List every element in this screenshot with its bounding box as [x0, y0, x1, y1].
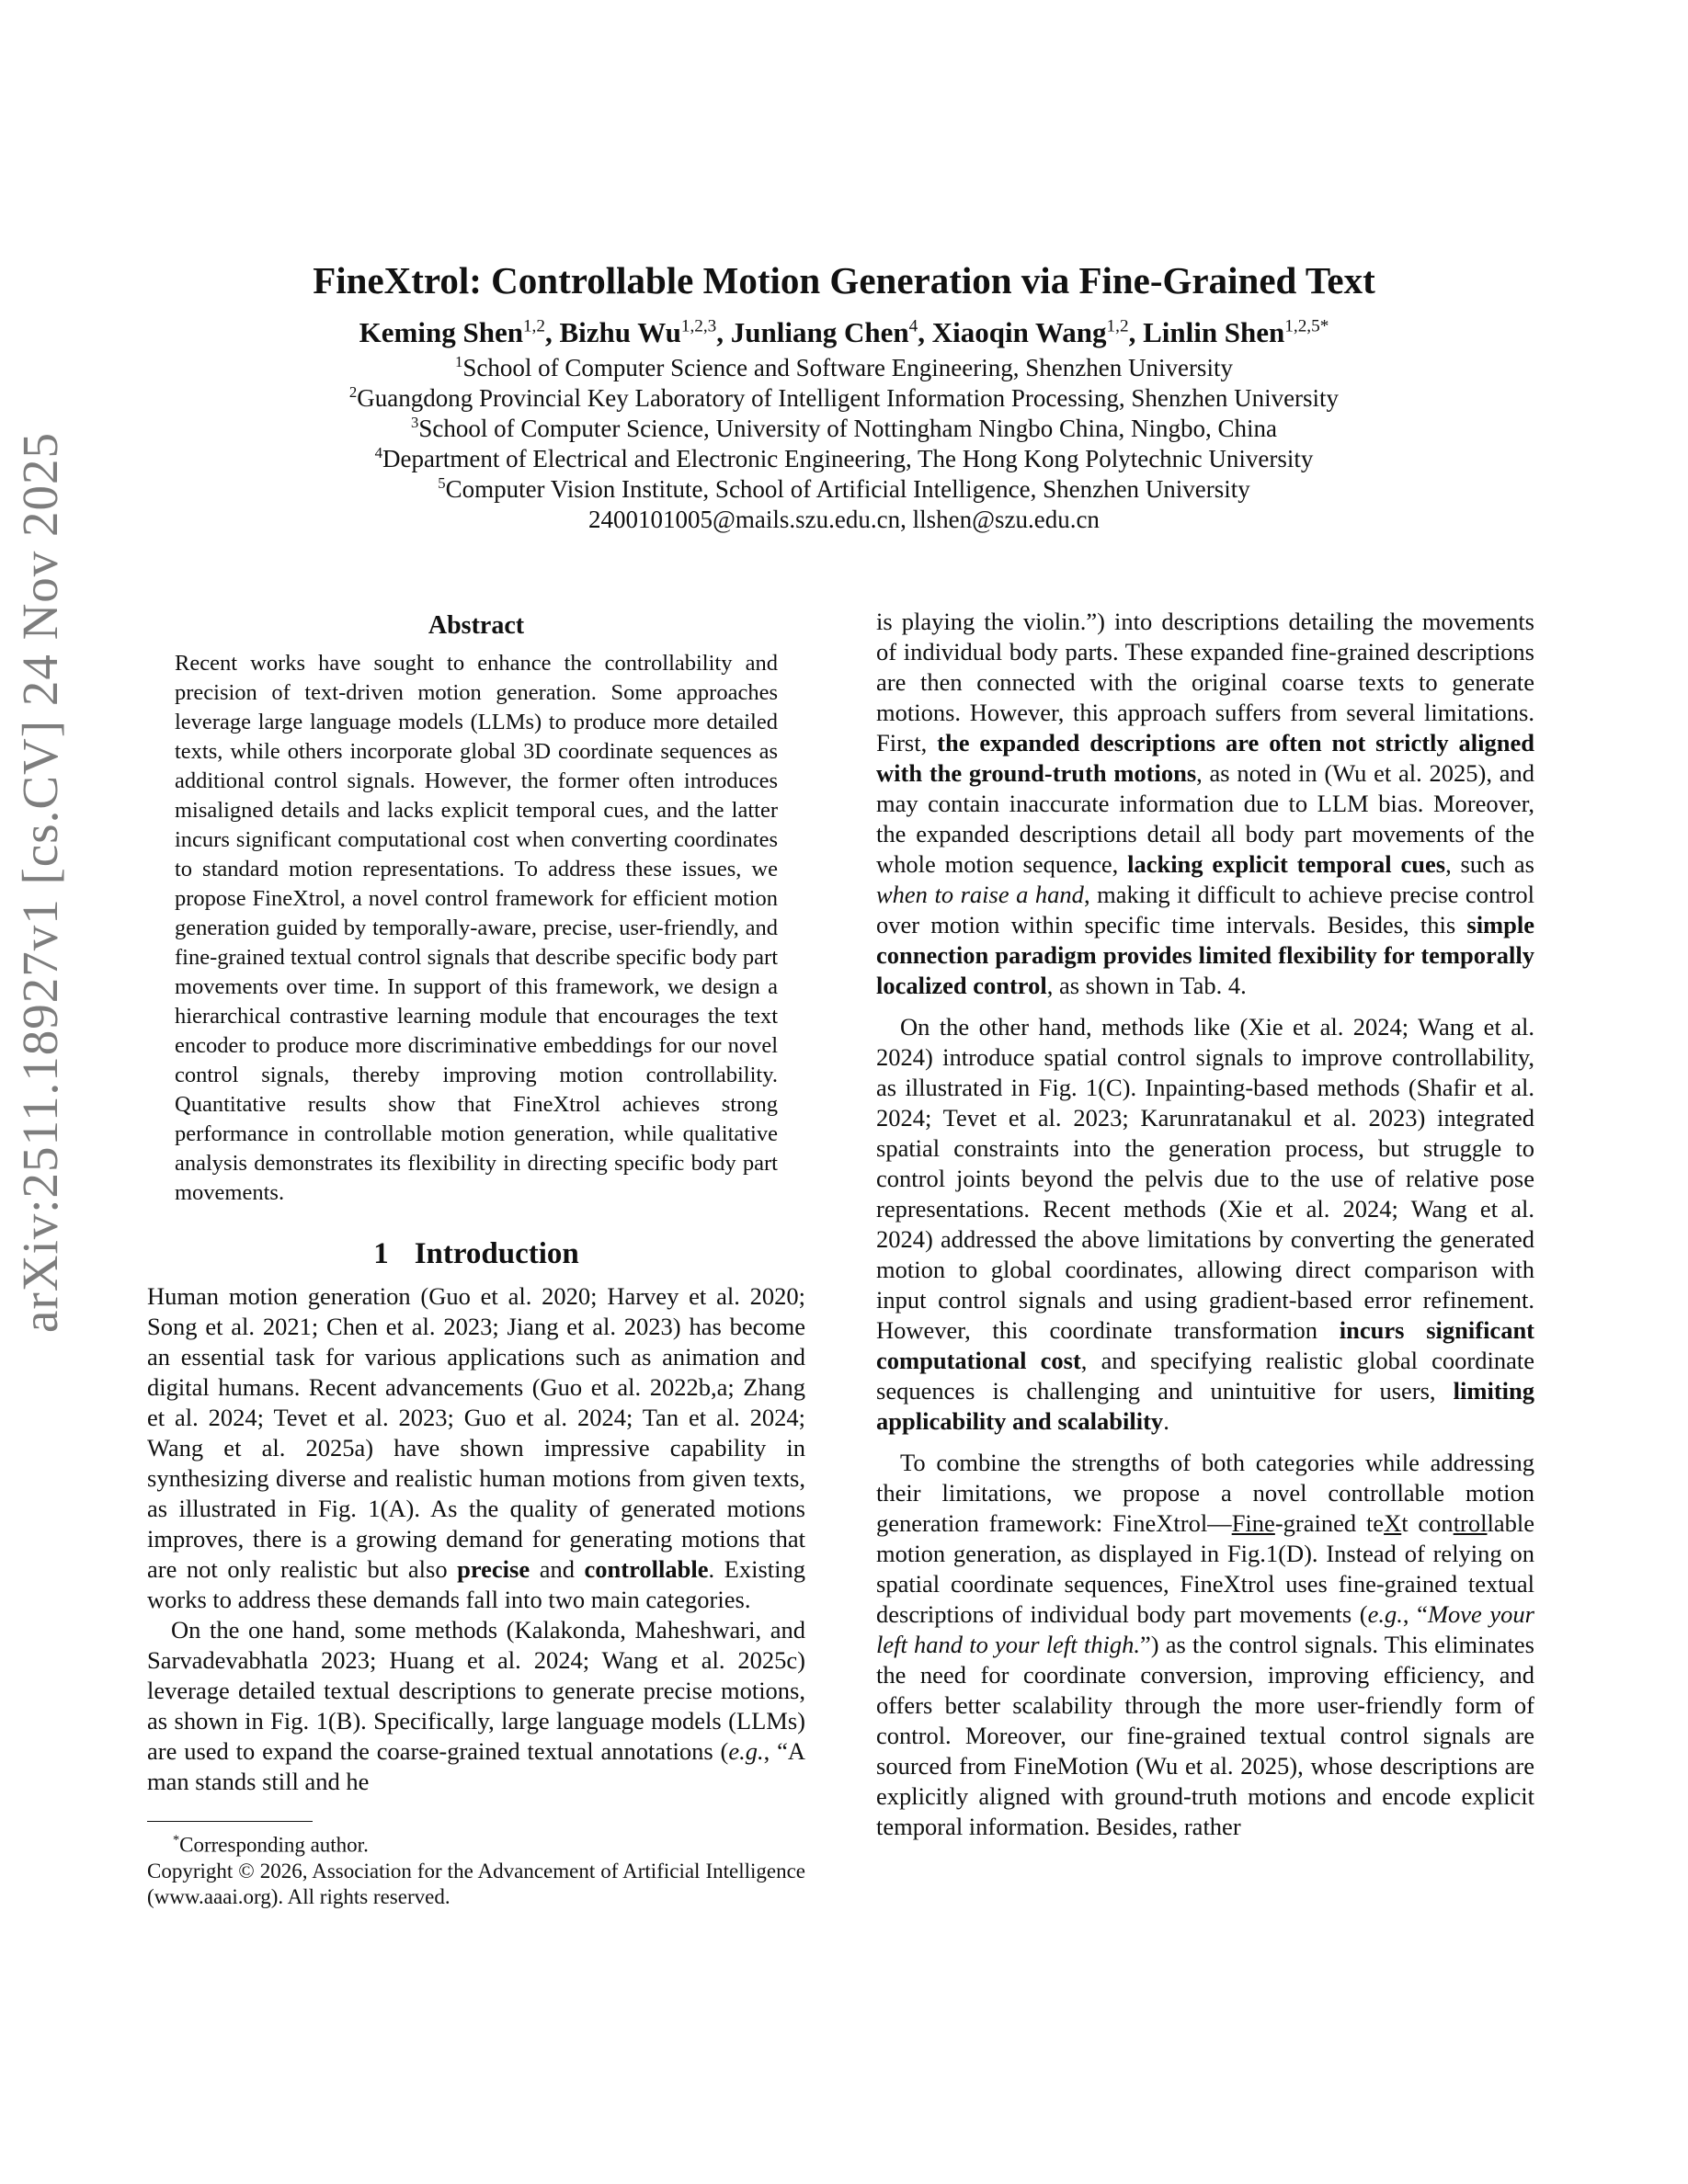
abstract-text: Recent works have sought to enhance the controllability and precision of text-driven motion generation. Some approaches leverage large language models (LLMs) to produce more detailed texts, while others incorporate global 3D coordinate sequences as additional control signals. However, the former often introduces misaligned details and lacks explicit temporal cues, and the latter incurs significant computational cost when converting coordinates to standard motion representations. To address these issues, we propose FineXtrol, a novel control framework for efficient motion generation guided by temporally-aware, precise, user-friendly, and fine-grained textual control signals that describe specific body part movements over time. In support of this framework, we design a hierarchical contrastive learning module that encourages the text encoder to produce more discriminative embeddings for our novel control signals, thereby improving motion controllability. Quantitative results show that FineXtrol achieves strong performance in controllable motion generation, while qualitative analysis demonstrates its flexibility in directing specific body part movements.: [175, 651, 778, 1205]
underlined-letters: X: [1384, 1509, 1402, 1537]
intro-paragraph-4: [876, 1448, 1534, 1842]
affiliation-line: [0, 353, 1688, 383]
bold-phrase: incurs significant computational cost: [876, 1316, 1535, 1374]
paragraph-text: To combine the strengths of both categories while addressing their limitations, we propose a novel controllable motion generation framework: FineXtrol—: [876, 1449, 1534, 1537]
author-separator: ,: [918, 316, 932, 348]
affiliation-text: School of Computer Science and Software Engineering, Shenzhen University: [462, 354, 1233, 381]
footnote-text: Corresponding author.: [179, 1833, 369, 1857]
italic-phrase: when to raise a hand: [876, 881, 1084, 908]
author-affiliation-mark: 1,2: [1106, 316, 1129, 336]
affiliation-text: School of Computer Science, University of Nottingham Ningbo China, Ningbo, China: [418, 415, 1277, 442]
author-name: Xiaoqin Wang: [931, 316, 1107, 348]
section-title: Introduction: [414, 1237, 579, 1270]
author-separator: ,: [544, 316, 560, 348]
intro-paragraph-1: [147, 1281, 805, 1615]
paragraph-text: , such as: [1445, 850, 1534, 878]
paragraph-text: ”) as the control signals. This eliminates the need for coordinate conversion, improving efficiency, and offers better scalability through the more user-friendly form of control. Moreover, our fine-grained textual control signals are sourced from FineMotion (Wu et al. 2025), whose descriptions are explicitly aligned with ground-truth motions and encode explicit temporal information. Besides, rather: [876, 1631, 1534, 1840]
author-name: Junliang Chen: [730, 316, 909, 348]
paragraph-text: is playing the violin.”) into descriptions detailing the movements of individual body parts. These expanded fine-grained descriptions are then connected with the original coarse texts to generate motions. However, this approach suffers from several limitations. First,: [876, 608, 1534, 756]
footnote: [147, 1827, 805, 1859]
author-affiliation-mark: 1,2,5*: [1284, 316, 1329, 336]
bold-phrase: controllable: [584, 1555, 709, 1583]
affiliation-mark: 5: [438, 474, 446, 492]
author-emails[interactable]: 2400101005@mails.szu.edu.cn, llshen@szu.edu.cn: [588, 506, 1100, 533]
paragraph-text: On the one hand, some methods (Kalakonda, Maheshwari, and Sarvadevabhatla 2023; Huang et al. 2024; Wang et al. 2025c) leverage detailed textual descriptions to generate precise motions, as shown in Fig. 1(B). Specifically, large language models (LLMs) are used to expand the coarse-grained textual annotations (: [147, 1616, 805, 1765]
affiliation-mark: 2: [348, 383, 358, 401]
author-name: Bizhu Wu: [559, 316, 681, 348]
paragraph-text: , making it difficult to achieve precise control over motion within specific time intervals. Besides, this: [876, 881, 1534, 938]
paragraph-text: -grained te: [1274, 1509, 1385, 1537]
copyright-notice: Copyright © 2026, Association for the Advancement of Artificial Intelligence (www.aaai.org). All rights reserved.: [147, 1859, 805, 1908]
author-affiliation-mark: 1,2: [522, 316, 545, 336]
intro-paragraph-2: [147, 1615, 805, 1797]
abstract-heading: Abstract: [428, 611, 525, 640]
paragraph-text: On the other hand, methods like (Xie et al. 2024; Wang et al. 2024) introduce spatial control signals to improve controllability, as illustrated in Fig. 1(C). Inpainting-based methods (Shafir et al. 2024; Tevet et al. 2023; Karunratanakul et al. 2023) integrated spatial constraints into the generation process, but struggle to control joints beyond the pelvis due to the use of relative pose representations. Recent methods (Xie et al. 2024; Wang et al. 2024) addressed the above limitations by converting the generated motion to global coordinates, allowing direct comparison with input control signals and using gradient-based error refinement. However, this coordinate transformation: [876, 1013, 1534, 1344]
underlined-letters: Fine: [1231, 1509, 1275, 1537]
author-name: Linlin Shen: [1143, 316, 1285, 348]
bold-phrase: lacking explicit temporal cues: [1127, 850, 1446, 878]
paragraph-text: . Existing works to address these demands fall into two main categories.: [147, 1555, 805, 1613]
paragraph-text: .: [1163, 1407, 1169, 1435]
left-column: [147, 607, 805, 1910]
affiliation-text: Computer Vision Institute, School of Artificial Intelligence, Shenzhen University: [445, 475, 1250, 503]
paragraph-text: and: [530, 1555, 585, 1583]
paper-header: [0, 257, 1688, 535]
section-heading: [147, 1235, 805, 1272]
intro-paragraph-2-continued: [876, 607, 1534, 1001]
affiliation-mark: 1: [455, 353, 463, 370]
italic-phrase: e.g.: [728, 1737, 764, 1765]
author-affiliation-mark: 4: [908, 316, 918, 336]
footnote-mark: *: [173, 1833, 180, 1848]
paragraph-text: , as shown in Tab. 4.: [1046, 972, 1247, 999]
paragraph-text: t con: [1401, 1509, 1454, 1537]
author-separator: ,: [1128, 316, 1144, 348]
affiliation-line: [0, 383, 1688, 414]
paragraph-text: , as noted in (Wu et al. 2025), and may contain inaccurate information due to LLM bias. Moreover, the expanded descriptions detail all body part movements of the whole motion sequence,: [876, 759, 1534, 878]
affiliation-line: [0, 444, 1688, 474]
right-column: [876, 607, 1534, 1842]
italic-phrase: e.g.: [1367, 1600, 1403, 1628]
affiliation-text: Department of Electrical and Electronic Engineering, The Hong Kong Polytechnic University: [382, 445, 1314, 472]
author-separator: ,: [716, 316, 731, 348]
section-number: 1: [373, 1237, 389, 1270]
author-affiliation-mark: 1,2,3: [680, 316, 717, 336]
paragraph-text: , “: [1402, 1600, 1428, 1628]
bold-phrase: limiting applicability and scalability: [876, 1377, 1534, 1435]
paragraph-text: lable motion generation, as displayed in Fig.1(D). Instead of relying on spatial coordinate sequences, FineXtrol uses fine-grained textual descriptions of individual body part movements (: [876, 1509, 1534, 1628]
affiliation-text: Guangdong Provincial Key Laboratory of Intelligent Information Processing, Shenzhen University: [357, 384, 1340, 412]
bold-phrase: simple connection paradigm provides limited flexibility for temporally localized control: [876, 911, 1534, 999]
italic-phrase: Move your left hand to your left thigh.: [876, 1600, 1534, 1658]
author-name: Keming Shen: [359, 316, 523, 348]
affiliation-line: [0, 414, 1688, 444]
affiliation-mark: 4: [374, 444, 382, 461]
paragraph-text: , and specifying realistic global coordinate sequences is challenging and unintuitive for users,: [876, 1347, 1534, 1405]
bold-phrase: precise: [457, 1555, 530, 1583]
paragraph-text: Human motion generation (Guo et al. 2020; Harvey et al. 2020; Song et al. 2021; Chen et al. 2023; Jiang et al. 2023) has become an essential task for various applications such as animation and digital humans. Recent advancements (Guo et al. 2022b,a; Zhang et al. 2024; Tevet et al. 2023; Guo et al. 2024; Tan et al. 2024; Wang et al. 2025a) have shown impressive capability in synthesizing diverse and realistic human motions from given texts, as illustrated in Fig. 1(A). As the quality of generated motions improves, there is a growing demand for generating motions that are not only realistic but also: [147, 1282, 805, 1583]
footnote-divider: [147, 1821, 313, 1822]
paper-title: FineXtrol: Controllable Motion Generation via Fine-Grained Text: [313, 259, 1375, 301]
arxiv-identifier-text: arXiv:2511.18927v1 [cs.CV] 24 Nov 2025: [12, 431, 68, 1333]
affiliation-mark: 3: [410, 414, 419, 431]
author-list: [0, 314, 1688, 351]
intro-paragraph-3: [876, 1012, 1534, 1437]
paragraph-text: , “A man stands still and he: [147, 1737, 805, 1795]
bold-phrase: the expanded descriptions are often not strictly aligned with the ground-truth motions: [876, 729, 1534, 787]
underlined-letters: trol: [1453, 1509, 1488, 1537]
affiliation-line: [0, 474, 1688, 505]
